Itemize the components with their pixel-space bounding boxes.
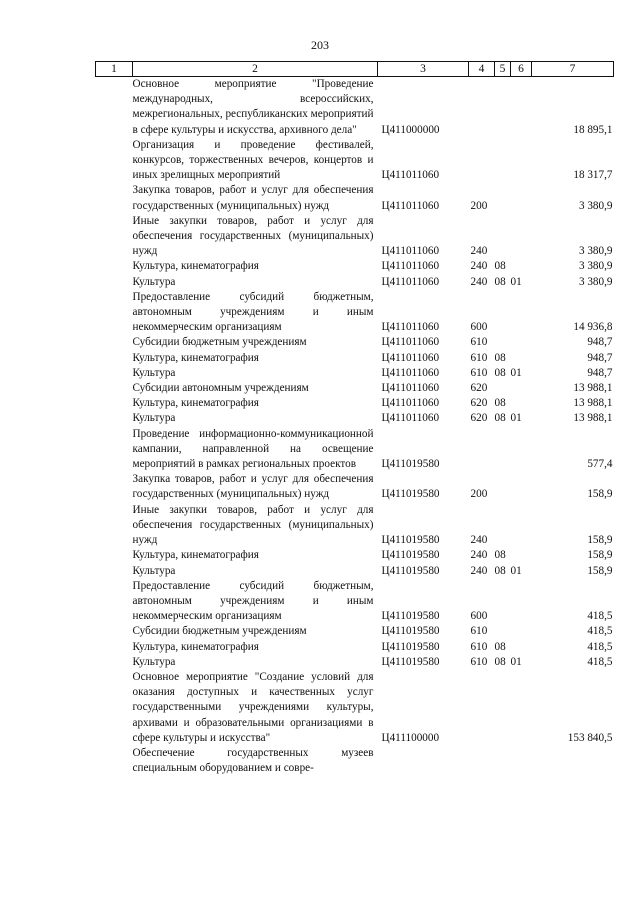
row-number-cell [96, 138, 133, 184]
row-number-cell [96, 624, 133, 639]
row-number-cell [96, 290, 133, 336]
expense-type-cell: 620 [470, 397, 488, 410]
item-name-cell: Иные закупки товаров, работ и услуг для обеспечения государственных (муниципальных) нужд [132, 214, 374, 258]
table-row [96, 472, 614, 502]
target-code-cell: Ц411019580 [381, 610, 440, 623]
item-name-cell: Культура, кинематография [132, 549, 259, 562]
section-cell: 08 [494, 366, 506, 379]
item-name-cell: Субсидии бюджетным учреждениям [132, 625, 307, 638]
table-row [96, 396, 614, 411]
expense-type-cell: 240 [470, 275, 488, 288]
item-name-cell: Иные закупки товаров, работ и услуг для обеспечения государственных (муниципальных) нужд [132, 503, 374, 547]
table-body [96, 77, 614, 777]
target-code-cell: Ц411011060 [381, 321, 440, 334]
amount-cell: 158,9 [587, 549, 613, 562]
amount-cell: 577,4 [587, 458, 613, 471]
expense-type-cell [469, 427, 495, 473]
row-number-cell [96, 183, 133, 213]
amount-cell: 948,7 [587, 351, 613, 364]
row-number-cell [96, 746, 133, 776]
subsection-cell [511, 670, 532, 746]
header-col-4: 4 [469, 62, 495, 77]
amount-cell: 158,9 [587, 534, 613, 547]
table-row [96, 548, 614, 563]
section-cell: 08 [494, 351, 506, 364]
amount-cell: 18 317,7 [573, 169, 613, 182]
header-col-3: 3 [378, 62, 469, 77]
amount-cell: 13 988,1 [573, 397, 613, 410]
row-number-cell [96, 472, 133, 502]
section-cell [495, 138, 511, 184]
section-cell [495, 624, 511, 639]
table-header [96, 62, 614, 77]
item-name-cell: Субсидии бюджетным учреждениям [132, 336, 307, 349]
table-row [96, 624, 614, 639]
target-code-cell: Ц411019580 [381, 534, 440, 547]
subsection-cell [511, 548, 532, 563]
section-cell [495, 335, 511, 350]
item-name-cell: Предоставление субсидий бюджетным, автономным учреждениям и иным некоммерческим организациям [132, 290, 374, 334]
subsection-cell [511, 351, 532, 366]
table-row [96, 411, 614, 426]
section-cell: 08 [494, 397, 506, 410]
amount-cell: 948,7 [587, 336, 613, 349]
item-name-cell: Культура [132, 275, 176, 288]
subsection-cell [511, 396, 532, 411]
amount-cell: 418,5 [587, 640, 613, 653]
row-number-cell [96, 335, 133, 350]
target-code-cell: Ц411011060 [381, 351, 440, 364]
target-code-cell: Ц411011060 [381, 199, 440, 212]
row-number-cell [96, 214, 133, 260]
subsection-cell: 01 [510, 366, 522, 379]
amount-cell: 13 988,1 [573, 412, 613, 425]
section-cell: 08 [494, 260, 506, 273]
amount-cell: 418,5 [587, 610, 613, 623]
amount-cell: 418,5 [587, 655, 613, 668]
section-cell: 08 [494, 655, 506, 668]
row-number-cell [96, 366, 133, 381]
amount-cell: 3 380,9 [578, 275, 613, 288]
amount-cell: 3 380,9 [578, 260, 613, 273]
table-row [96, 381, 614, 396]
expense-type-cell [469, 746, 495, 776]
subsection-cell [511, 77, 532, 138]
item-name-cell: Организация и проведение фестивалей, конкурсов, торжественных вечеров, концертов и иных зрелищных мероприятий [132, 138, 374, 182]
expense-type-cell: 200 [470, 199, 488, 212]
item-name-cell: Закупка товаров, работ и услуг для обеспечения государственных (муниципальных) нужд [132, 473, 374, 501]
item-name-cell: Закупка товаров, работ и услуг для обеспечения государственных (муниципальных) нужд [132, 184, 374, 212]
target-code-cell: Ц411019580 [381, 655, 440, 668]
section-cell [495, 214, 511, 260]
item-name-cell: Культура, кинематография [132, 351, 259, 364]
section-cell [495, 183, 511, 213]
page-number: 203 [311, 38, 329, 52]
target-code-cell: Ц411011060 [381, 245, 440, 258]
row-number-cell [96, 503, 133, 549]
item-name-cell: Предоставление субсидий бюджетным, автономным учреждениям и иным некоммерческим организациям [132, 579, 374, 623]
amount-cell: 3 380,9 [578, 199, 613, 212]
table-row [96, 670, 614, 746]
subsection-cell [511, 640, 532, 655]
target-code-cell: Ц411011060 [381, 397, 440, 410]
row-number-cell [96, 640, 133, 655]
target-code-cell: Ц411019580 [381, 564, 440, 577]
header-col-5: 5 [495, 62, 511, 77]
table-row [96, 259, 614, 274]
expense-type-cell: 620 [470, 382, 488, 395]
subsection-cell: 01 [510, 412, 522, 425]
header-col-6: 6 [511, 62, 532, 77]
target-code-cell: Ц411011060 [381, 412, 440, 425]
expense-type-cell: 200 [470, 488, 488, 501]
row-number-cell [96, 77, 133, 138]
row-number-cell [96, 655, 133, 670]
table-row [96, 290, 614, 336]
subsection-cell: 01 [510, 564, 522, 577]
subsection-cell [511, 624, 532, 639]
table-row [96, 77, 614, 138]
expense-type-cell: 610 [470, 625, 488, 638]
item-name-cell: Культура [132, 564, 176, 577]
section-cell [495, 77, 511, 138]
amount-cell: 13 988,1 [573, 382, 613, 395]
subsection-cell [511, 746, 532, 776]
expense-type-cell: 610 [470, 655, 488, 668]
expense-type-cell: 240 [470, 245, 488, 258]
item-name-cell: Культура [132, 412, 176, 425]
target-code-cell: Ц411011060 [381, 275, 440, 288]
section-cell [495, 472, 511, 502]
expense-type-cell: 240 [470, 534, 488, 547]
subsection-cell [511, 472, 532, 502]
expense-type-cell [469, 670, 495, 746]
table-row [96, 351, 614, 366]
table-row [96, 214, 614, 260]
header-col-2: 2 [133, 62, 378, 77]
table-row [96, 564, 614, 579]
amount-cell: 158,9 [587, 488, 613, 501]
subsection-cell [511, 183, 532, 213]
target-code-cell: Ц411100000 [381, 731, 440, 744]
amount-cell: 158,9 [587, 564, 613, 577]
expense-type-cell: 610 [470, 640, 488, 653]
item-name-cell: Культура [132, 366, 176, 379]
subsection-cell [511, 214, 532, 260]
expense-type-cell: 240 [470, 260, 488, 273]
section-cell [495, 427, 511, 473]
target-code-cell: Ц411011060 [381, 169, 440, 182]
row-number-cell [96, 548, 133, 563]
subsection-cell [511, 427, 532, 473]
table-row [96, 655, 614, 670]
table-row [96, 503, 614, 549]
subsection-cell [511, 290, 532, 336]
amount-cell: 3 380,9 [578, 245, 613, 258]
section-cell: 08 [494, 564, 506, 577]
table-row [96, 183, 614, 213]
expense-type-cell: 620 [470, 412, 488, 425]
target-code-cell [378, 746, 469, 776]
row-number-cell [96, 259, 133, 274]
expense-type-cell: 240 [470, 564, 488, 577]
item-name-cell: Субсидии автономным учреждениям [132, 382, 309, 395]
row-number-cell [96, 381, 133, 396]
amount-cell: 153 840,5 [567, 731, 613, 744]
amount-cell [532, 746, 614, 776]
table-row [96, 335, 614, 350]
item-name-cell: Культура [132, 655, 176, 668]
target-code-cell: Ц411019580 [381, 488, 440, 501]
section-cell: 08 [494, 412, 506, 425]
table-row [96, 579, 614, 625]
amount-cell: 948,7 [587, 366, 613, 379]
row-number-cell [96, 396, 133, 411]
expense-type-cell: 600 [470, 321, 488, 334]
target-code-cell: Ц411019580 [381, 549, 440, 562]
expense-type-cell: 610 [470, 366, 488, 379]
section-cell [495, 290, 511, 336]
row-number-cell [96, 351, 133, 366]
header-row [96, 62, 614, 77]
amount-cell: 14 936,8 [573, 321, 613, 334]
item-name-cell: Культура, кинематография [132, 260, 259, 273]
amount-cell: 18 895,1 [573, 123, 613, 136]
target-code-cell: Ц411011060 [381, 336, 440, 349]
row-number-cell [96, 579, 133, 625]
target-code-cell: Ц411011060 [381, 366, 440, 379]
row-number-cell [96, 411, 133, 426]
expense-type-cell: 240 [470, 549, 488, 562]
table-row [96, 746, 614, 776]
row-number-cell [96, 275, 133, 290]
budget-table [95, 61, 614, 776]
header-col-1: 1 [96, 62, 133, 77]
expense-type-cell: 600 [470, 610, 488, 623]
section-cell [495, 746, 511, 776]
row-number-cell [96, 427, 133, 473]
target-code-cell: Ц411011060 [381, 260, 440, 273]
target-code-cell: Ц411000000 [381, 123, 440, 136]
row-number-cell [96, 670, 133, 746]
table-row [96, 275, 614, 290]
item-name-cell: Основное мероприятие "Создание условий для оказания доступных и качественных услуг государственными учреждениями культуры, архивами и образовательными организациями в сфере культуры и искусства" [132, 670, 374, 744]
item-name-cell: Обеспечение государственных музеев специальным оборудованием и совре- [132, 746, 374, 775]
section-cell: 08 [494, 549, 506, 562]
subsection-cell [511, 335, 532, 350]
table-row [96, 640, 614, 655]
header-col-7: 7 [532, 62, 614, 77]
expense-type-cell: 610 [470, 336, 488, 349]
subsection-cell [511, 381, 532, 396]
target-code-cell: Ц411019580 [381, 640, 440, 653]
item-name-cell: Культура, кинематография [132, 397, 259, 410]
amount-cell: 418,5 [587, 625, 613, 638]
row-number-cell [96, 564, 133, 579]
expense-type-cell [469, 138, 495, 184]
subsection-cell: 01 [510, 275, 522, 288]
expense-type-cell: 610 [470, 351, 488, 364]
subsection-cell [511, 259, 532, 274]
target-code-cell: Ц411011060 [381, 382, 440, 395]
section-cell [495, 670, 511, 746]
expense-type-cell [469, 77, 495, 138]
section-cell [495, 503, 511, 549]
item-name-cell: Проведение информационно-коммуникационной кампании, направленной на освещение мероприятий в рамках региональных проектов [132, 427, 374, 471]
item-name-cell: Культура, кинематография [132, 640, 259, 653]
subsection-cell [511, 579, 532, 625]
subsection-cell [511, 138, 532, 184]
section-cell [495, 579, 511, 625]
subsection-cell: 01 [510, 655, 522, 668]
item-name-cell: Основное мероприятие "Проведение международных, всероссийских, межрегиональных, республиканских мероприятий в сфере культуры и искусства, архивного дела" [132, 78, 374, 136]
table-row [96, 138, 614, 184]
target-code-cell: Ц411019580 [381, 625, 440, 638]
table-row [96, 427, 614, 473]
section-cell: 08 [494, 275, 506, 288]
table-row [96, 366, 614, 381]
section-cell: 08 [494, 640, 506, 653]
subsection-cell [511, 503, 532, 549]
target-code-cell: Ц411019580 [381, 458, 440, 471]
section-cell [495, 381, 511, 396]
